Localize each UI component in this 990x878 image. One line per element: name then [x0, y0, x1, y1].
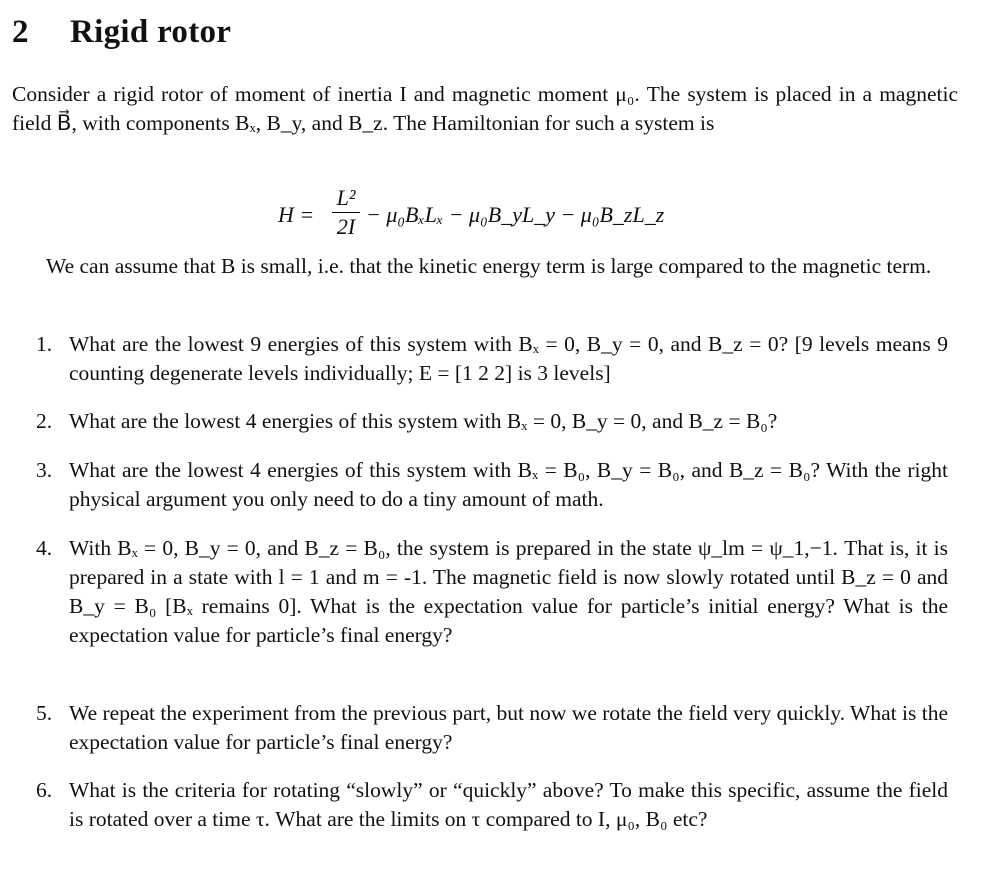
item-text: With Bₓ = 0, B_y = 0, and B_z = B₀, the system is prepared in the state ψ_lm = ψ_1,−1. That is, it is prepared in a state with l = 1 and m = -1. The magnetic field is now slowly rotated until B_z = 0 and B_y = B₀ [Bₓ remains 0]. What is the expectation value for particle’s initial energy? What is the expectation value for particle’s final energy? [69, 536, 948, 647]
fraction-denominator: 2I [336, 214, 356, 240]
assumption-paragraph [12, 252, 958, 281]
section-number: 2 [12, 14, 29, 50]
item-number: 2. [36, 409, 53, 433]
fraction-numerator: L² [336, 185, 356, 210]
item-text: What are the lowest 9 energies of this system with Bₓ = 0, B_y = 0, and B_z = 0? [9 levels means 9 counting degenerate levels individually; E = [1 2 2] is 3 levels] [69, 332, 948, 385]
fraction-bar [332, 212, 360, 213]
item-text: What is the criteria for rotating “slowly” or “quickly” above? To make this specific, assume the field is rotated over a time τ. What are the limits on τ compared to I, μ₀, B₀ etc? [69, 778, 948, 831]
intro-paragraph: Consider a rigid rotor of moment of inertia I and magnetic moment μ₀. The system is placed in a magnetic field B⃗, with components Bₓ, B_y, and B_z. The Hamiltonian for such a system is [12, 82, 958, 135]
section-title: Rigid rotor [70, 14, 232, 50]
item-text: We repeat the experiment from the previous part, but now we rotate the field very quickly. What is the expectation value for particle’s final energy? [69, 701, 948, 754]
item-number: 3. [36, 458, 53, 482]
item-number: 6. [36, 778, 53, 802]
item-number: 1. [36, 332, 53, 356]
equation-lhs: H = [278, 202, 315, 227]
kinetic-fraction [332, 185, 360, 240]
section-heading [12, 14, 231, 51]
item-text: What are the lowest 4 energies of this system with Bₓ = 0, B_y = 0, and B_z = B₀? [69, 409, 778, 433]
equation-rest: − μ₀BₓLₓ − μ₀B_yL_y − μ₀B_zL_z [366, 202, 665, 227]
item-number: 5. [36, 701, 53, 725]
item-text: What are the lowest 4 energies of this system with Bₓ = B₀, B_y = B₀, and B_z = B₀? With the right physical argument you only need to do a tiny amount of math. [69, 458, 948, 511]
assumption-text: We can assume that B is small, i.e. that the kinetic energy term is large compared to the magnetic term. [46, 254, 932, 278]
item-number: 4. [36, 536, 53, 560]
